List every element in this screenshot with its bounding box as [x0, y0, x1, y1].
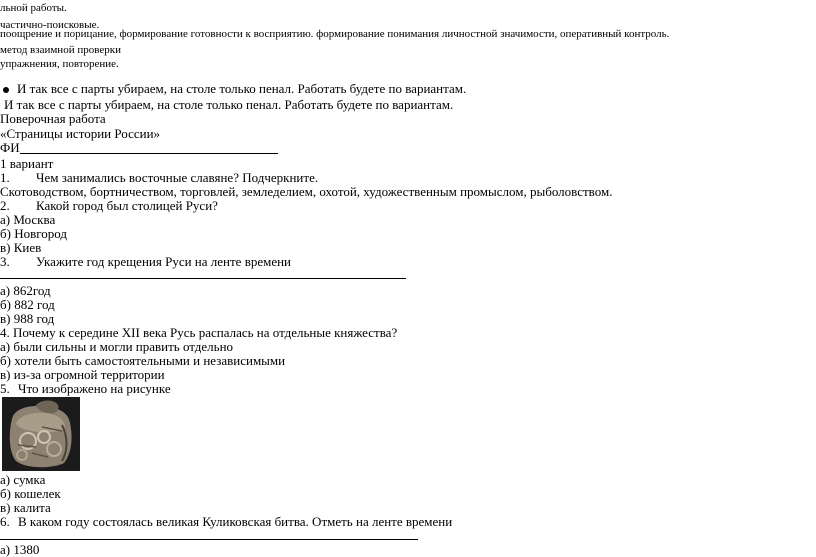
- q3-option-b: б) 882 год: [0, 297, 55, 312]
- header-line-1: льной работы.: [0, 2, 67, 14]
- q6-line: [0, 514, 452, 529]
- q2-number: 2.: [0, 198, 10, 213]
- q1-number: 1.: [0, 170, 10, 185]
- q5-option-a: а) сумка: [0, 472, 46, 487]
- test-title: «Страницы истории России»: [0, 126, 161, 141]
- intro-bullet-text: И так все с парты убираем, на столе только пенал. Работать будете по вариантам.: [17, 81, 467, 96]
- intro-bullet-line: [0, 81, 466, 96]
- q5-text: Что изображено на рисунке: [18, 381, 171, 396]
- header-line-5: упражнения, повторение.: [0, 58, 119, 70]
- q5-option-b: б) кошелек: [0, 486, 61, 501]
- variant-label: 1 вариант: [0, 156, 54, 171]
- q3-text: Укажите год крещения Руси на ленте времени: [36, 254, 292, 269]
- header-line-3: поощрение и порицание, формирование готовности к восприятию. формирование понимания личностной значимости, оперативный контроль.: [0, 28, 670, 40]
- q1-text: Чем занимались восточные славяне? Подчеркните.: [36, 170, 319, 185]
- test-type: Поверочная работа: [0, 111, 106, 126]
- q6-timeline-line: [0, 539, 418, 540]
- q4-text: 4. Почему к середине XII века Русь распалась на отдельные княжества?: [0, 325, 398, 340]
- q2-text: Какой город был столицей Руси?: [36, 198, 218, 213]
- q5-number: 5.: [0, 381, 10, 396]
- q3-option-a: а) 862год: [0, 283, 51, 298]
- q3-timeline-line: [0, 278, 406, 279]
- q4-option-c: в) из-за огромной территории: [0, 367, 165, 382]
- q3-option-c: в) 988 год: [0, 311, 55, 326]
- q2-option-c: в) Киев: [0, 240, 42, 255]
- q1-line: [0, 170, 318, 185]
- q2-option-b: б) Новгород: [0, 226, 67, 241]
- q4-option-a: а) были сильны и могли править отдельно: [0, 339, 234, 354]
- q6-number: 6.: [0, 514, 10, 529]
- intro-repeat-text: И так все с парты убираем, на столе только пенал. Работать будете по вариантам.: [4, 97, 454, 112]
- fi-underline: [20, 153, 278, 154]
- q5-line: [0, 381, 171, 396]
- q6-option-a: а) 1380: [0, 542, 40, 557]
- q2-line: [0, 198, 218, 213]
- q1-answer: Скотоводством, бортничеством, торговлей, земледелием, охотой, художественным промыслом, рыболовством.: [0, 184, 613, 199]
- bullet-icon: [3, 87, 9, 93]
- fi-label: ФИ: [0, 140, 20, 155]
- q4-option-b: б) хотели быть самостоятельными и независимыми: [0, 353, 286, 368]
- header-line-2: частично-поисковые.: [0, 19, 100, 31]
- q3-number: 3.: [0, 254, 10, 269]
- q6-text: В каком году состоялась великая Куликовская битва. Отметь на ленте времени: [18, 514, 453, 529]
- q3-line: [0, 254, 291, 269]
- q5-option-c: в) калита: [0, 500, 51, 515]
- kalita-pouch-image: [2, 397, 80, 471]
- q2-option-a: а) Москва: [0, 212, 56, 227]
- header-line-4: метод взаимной проверки: [0, 44, 121, 56]
